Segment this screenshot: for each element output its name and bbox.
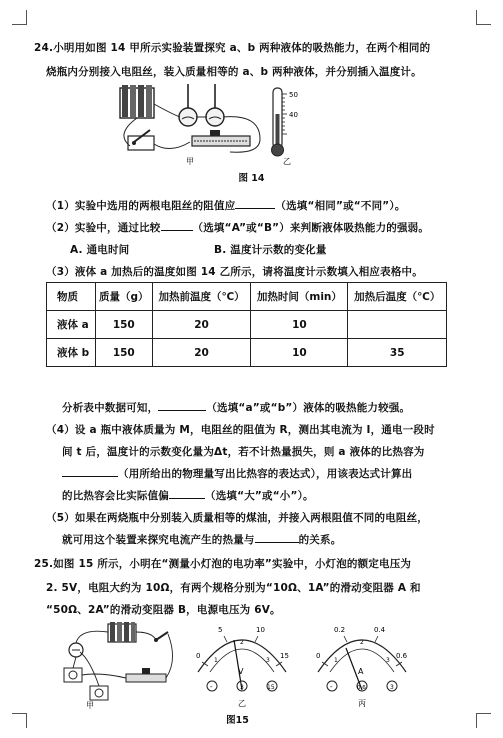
fig15-caption: 图15 [226, 715, 249, 726]
data-table [46, 282, 447, 367]
answer-blank-5[interactable] [169, 498, 205, 499]
q25-line-3: “50Ω、2A”的滑动变阻器 B，电源电压为 6V。 [46, 604, 281, 616]
table-header: 质量（g） [95, 283, 152, 311]
a-inner-2: 2 [360, 639, 364, 646]
answer-blank-6[interactable] [255, 542, 299, 543]
q24-line-1: 24.小明用如图 14 甲所示实验装置探究 a、b 两种液体的吸热能力，在两个相同的 [34, 42, 431, 54]
v-unit: V [238, 667, 244, 676]
q24-part-4-line-3: （用所给出的物理量写出比热容的表达式），用该表达式计算出 [62, 466, 412, 481]
a-terminal-neg: - [330, 683, 333, 691]
crop-mark-top-right [476, 10, 491, 25]
answer-blank-4[interactable] [62, 476, 118, 477]
table-row [47, 311, 447, 339]
option-a: A. 通电时间 [70, 244, 130, 256]
fig15-label-bing: 丙 [358, 699, 366, 708]
fig15-label-yi: 乙 [238, 699, 246, 708]
a-inner-1: 1 [334, 657, 338, 664]
a-tick-0-6: 0.6 [396, 652, 408, 660]
fig14-right-label: 乙 [283, 157, 291, 166]
ammeter-icon [64, 668, 82, 682]
table-row [47, 339, 447, 367]
table-cell: 150 [95, 311, 152, 339]
table-header: 加热时间（min） [251, 283, 348, 311]
v-terminal-3: 3 [240, 684, 244, 691]
q24-line-2: 烧瓶内分别接入电阻丝，装入质量相等的 a、b 两种液体，并分别插入温度计。 [46, 66, 422, 78]
v-inner-1: 1 [214, 657, 218, 664]
crop-mark-top-left [12, 10, 27, 25]
table-cell: 液体 a [47, 311, 96, 339]
table-header: 加热前温度（℃） [152, 283, 251, 311]
v-tick-10: 10 [256, 626, 265, 634]
table-cell: 20 [152, 339, 251, 367]
q24-part-5-line-1: （5）如果在两烧瓶中分别装入质量相等的煤油，并接入两根阻值不同的电阻丝， [46, 512, 429, 524]
q25-line-2: 2. 5V，电阻大约为 10Ω，有两个规格分别为“10Ω、1A”的滑动变阻器 A 和 [46, 582, 421, 594]
table-header-row [47, 283, 447, 311]
a-terminal-0-6: 0.6 [357, 685, 366, 691]
q24-part-4-line-4: 的比热容会比实际值偏 （选填“大”或“小”）。 [62, 490, 314, 502]
v-terminal-15: 15 [267, 684, 275, 691]
table-cell: 液体 b [47, 339, 96, 367]
q24-part-4-line-1: （4）设 a 瓶中液体质量为 M，电阻丝的阻值为 R，测出其电流为 I，通电一段时 [46, 424, 435, 436]
fig15-label-jia: 甲 [86, 701, 94, 710]
flask-a-icon [179, 84, 197, 126]
battery-box-icon [120, 85, 154, 118]
a-unit: A [358, 667, 364, 676]
table-cell: 10 [251, 311, 348, 339]
rheostat-icon [192, 130, 250, 146]
a-terminal-3: 3 [390, 684, 394, 691]
figure-14-thermometer [265, 84, 315, 166]
therm-scale-40: 40 [289, 111, 298, 119]
v-tick-0: 0 [196, 652, 201, 660]
a-tick-0: 0 [316, 652, 321, 660]
answer-blank-2[interactable] [161, 230, 193, 231]
table-cell: 10 [251, 339, 348, 367]
a-inner-3: 3 [386, 657, 390, 664]
table-header: 物质 [47, 283, 96, 311]
table-cell: 20 [152, 311, 251, 339]
voltmeter-dial [190, 614, 294, 708]
v-tick-15: 15 [280, 652, 289, 660]
a-tick-0-2: 0.2 [334, 626, 346, 634]
rheostat-icon [126, 668, 166, 682]
table-cell: 150 [95, 339, 152, 367]
flask-b-icon [206, 84, 224, 126]
option-b: B. 温度计示数的变化量 [214, 244, 327, 256]
analysis-line: 分析表中数据可知， （选填“a”或“b”）液体的吸热能力较强。 [62, 402, 411, 414]
q24-part-1: （1）实验中选用的两根电阻丝的阻值应 （选填“相同”或“不同”）。 [46, 200, 406, 212]
q24-part-4-line-2: 间 t 后，温度计的示数变化量为Δt，若不计热量损失，则 a 液体的比热容为 [62, 446, 425, 458]
therm-scale-50: 50 [289, 91, 298, 99]
q25-line-1: 25.如图 15 所示，小明在“测量小灯泡的电功率”实验中，小灯泡的额定电压为 [34, 558, 412, 570]
figure-15-circuit [60, 620, 180, 708]
switch-icon [154, 632, 168, 642]
q24-part-3: （3）液体 a 加热后的温度如图 14 乙所示，请将温度计示数填入相应表格中。 [46, 266, 423, 278]
a-tick-0-4: 0.4 [374, 626, 386, 634]
battery-box-icon [108, 622, 136, 642]
fig14-left-label: 甲 [186, 157, 194, 166]
fig14-caption: 图 14 [238, 173, 265, 184]
v-terminal-neg: - [210, 683, 213, 691]
table-header: 加热后温度（℃） [348, 283, 447, 311]
lamp-icon [69, 643, 83, 657]
v-inner-3: 3 [266, 657, 270, 664]
v-inner-2: 2 [240, 639, 244, 646]
table-answer-cell[interactable] [348, 311, 447, 339]
ammeter-dial [310, 614, 414, 708]
switch-icon [128, 130, 154, 150]
q24-part-5-line-2: 就可用这个装置来探究电流产生的热量与 的关系。 [62, 534, 342, 546]
answer-blank-1[interactable] [235, 208, 275, 209]
answer-blank-3[interactable] [158, 410, 206, 411]
v-tick-5: 5 [218, 626, 223, 634]
table-cell: 35 [348, 339, 447, 367]
q24-part-2: （2）实验中，通过比较 （选填“A”或“B”）来判断液体吸热能力的强弱。 [46, 222, 430, 234]
voltmeter-icon [90, 686, 108, 700]
